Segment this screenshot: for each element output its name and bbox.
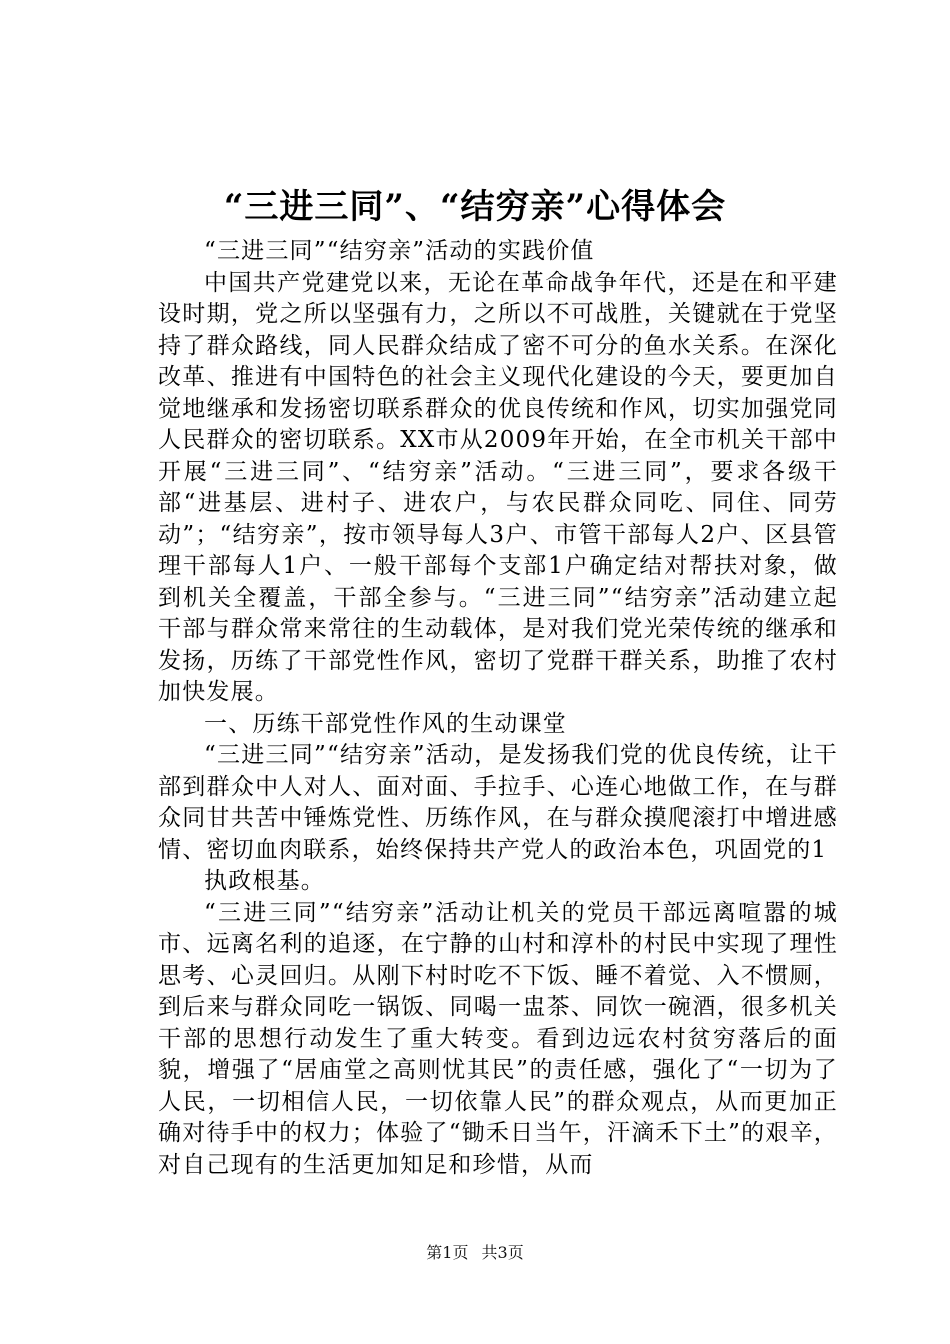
paragraph-intro: 中国共产党建党以来，无论在革命战争年代，还是在和平建设时期，党之所以坚强有力，之所以不可战胜，关键就在于党坚持了群众路线，同人民群众结成了密不可分的鱼水关系。在深化改革、推进有中国特色的社会主义现代化建设的今天，要更加自觉地继承和发扬密切联系群众的优良传统和作风，切实加强党同人民群众的密切联系。XX市从2009年开始，在全市机关干部中开展“三进三同”、“结穷亲”活动。“三进三同”，要求各级干部“进基层、进村子、进农户，与农民群众同吃、同住、同劳动”；“结穷亲”，按市领导每人3户、市管干部每人2户、区县管理干部每人1户、一般干部每个支部1户确定结对帮扶对象，做到机关全覆盖，干部全参与。“三进三同”“结穷亲”活动建立起干部与群众常来常往的生动载体，是对我们党光荣传统的继承和发扬，历练了干部党性作风，密切了党群干群关系，助推了农村加快发展。 [158, 269, 838, 705]
paragraph-body: “三进三同”“结穷亲”活动让机关的党员干部远离喧嚣的城市、远离名利的追逐，在宁静的山村和淳朴的村民中实现了理性思考、心灵回归。从刚下村时吃不下饭、睡不着觉、入不惯厕，到后来与群众同吃一锅饭、同喝一盅茶、同饮一碗酒，很多机关干部的思想行动发生了重大转变。看到边远农村贫穷落后的面貌，增强了“居庙堂之高则忧其民”的责任感，强化了“一切为了人民，一切相信人民，一切依靠人民”的群众观点，从而更加正确对待手中的权力；体验了“锄禾日当午，汗滴禾下土”的艰辛，对自己现有的生活更加知足和珍惜，从而 [158, 899, 838, 1178]
paragraph-continuation: 执政根基。 [204, 868, 325, 894]
section-heading-practice-value: “三进三同”“结穷亲”活动的实践价值 [204, 238, 595, 264]
section-heading-one: 一、历练干部党性作风的生动课堂 [204, 710, 567, 737]
document-title: “三进三同”、“结穷亲”心得体会 [223, 187, 727, 227]
page-number: 第1页 [426, 1243, 469, 1262]
page-footer [0, 1242, 950, 1264]
page-total: 共3页 [481, 1243, 524, 1262]
document-body [158, 236, 838, 1181]
paragraph-section-one: “三进三同”“结穷亲”活动，是发扬我们党的优良传统，让干部到群众中人对人、面对面、手拉手、心连心地做工作，在与群众同甘共苦中锤炼党性、历练作风，在与群众摸爬滚打中增进感情、密切血肉联系，始终保持共产党人的政治本色，巩固党的1 [158, 742, 838, 863]
